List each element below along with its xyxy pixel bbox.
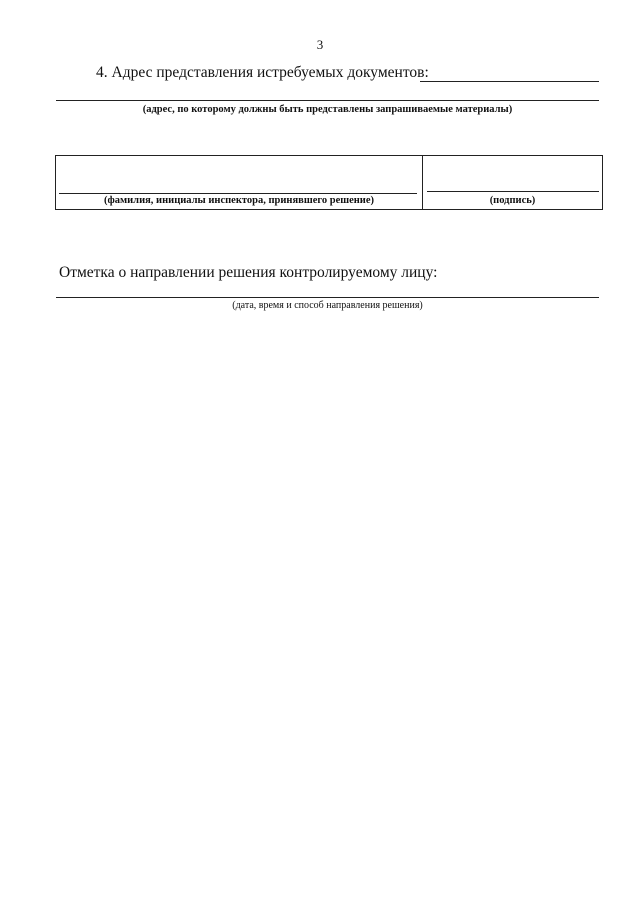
decision-mark-line — [56, 297, 599, 298]
signature-caption: (подпись) — [489, 195, 536, 206]
page-number: 3 — [316, 37, 324, 52]
address-caption: (адрес, по которому должны быть представлены запрашиваемые материалы) — [142, 104, 513, 115]
decision-mark-title: Отметка о направлении решения контролируемому лицу: — [59, 264, 438, 281]
decision-mark-caption: (дата, время и способ направления решения) — [232, 300, 423, 311]
address-fill-line — [420, 81, 599, 82]
signature-line — [427, 191, 599, 192]
section-4-label: 4. Адрес представления истребуемых документов: — [96, 64, 429, 81]
inspector-caption: (фамилия, инициалы инспектора, принявшего решение) — [103, 195, 375, 206]
inspector-name-line — [59, 193, 417, 194]
address-line — [56, 100, 599, 101]
